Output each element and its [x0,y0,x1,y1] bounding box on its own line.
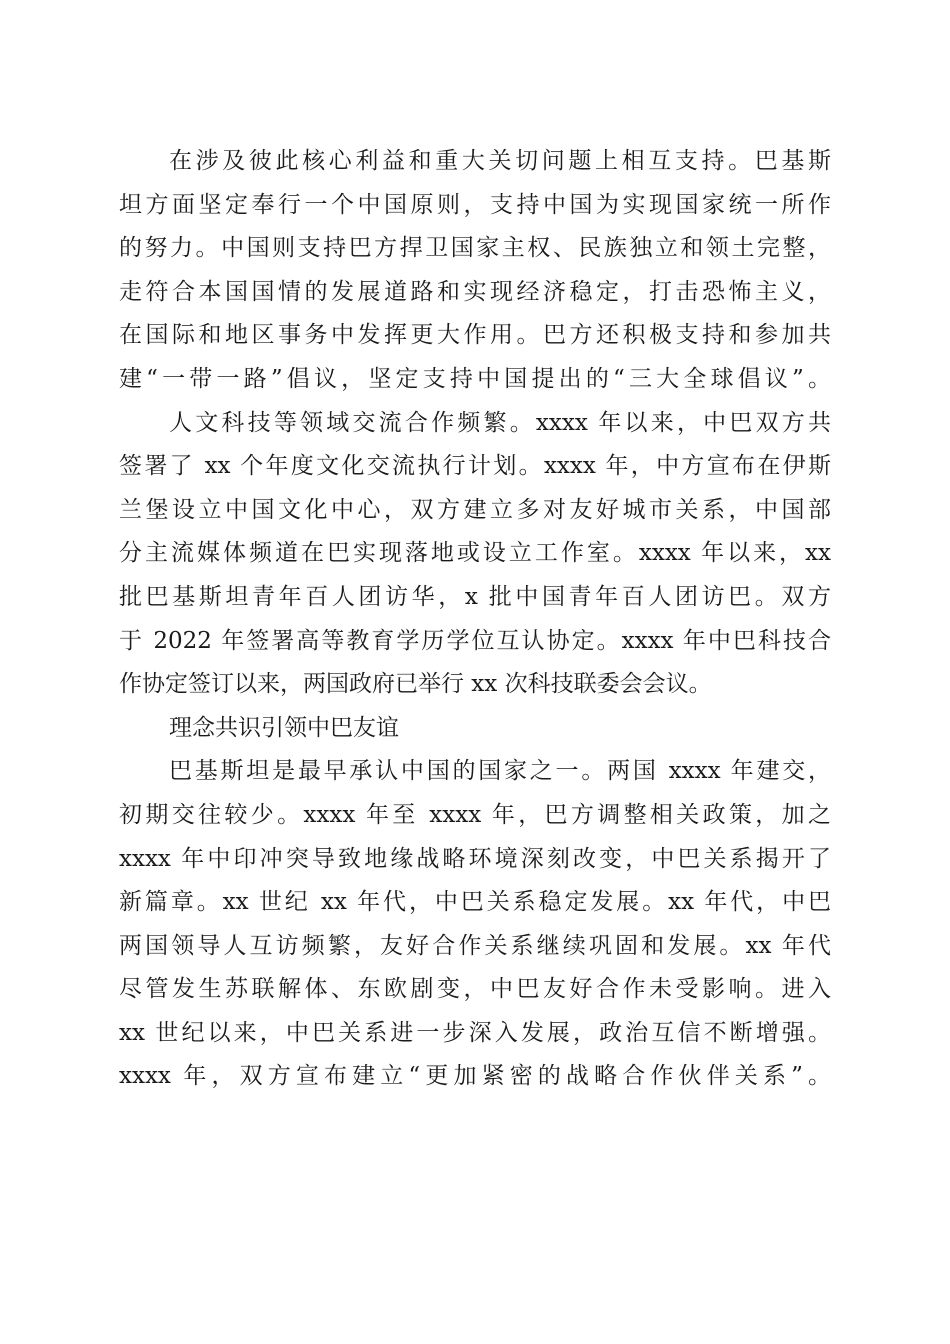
document-body [119,140,831,1099]
paragraph-line: 坦方面坚定奉行一个中国原则，支持中国为实现国家统一所作 [119,191,831,218]
paragraph-line: 的努力。中国则支持巴方捍卫国家主权、民族独立和领土完整， [119,235,831,262]
paragraph-line: 分主流媒体频道在巴实现落地或设立工作室。xxxx 年以来，xx [119,540,831,567]
paragraph-line: xx 世纪以来，中巴关系进一步深入发展，政治互信不断增强。 [119,1019,831,1046]
paragraph-line: 新篇章。xx 世纪 xx 年代，中巴关系稳定发展。xx 年代，中巴 [119,889,831,916]
paragraph-line: 人文科技等领域交流合作频繁。xxxx 年以来，中巴双方共 [169,409,831,436]
paragraph-line: 在涉及彼此核心利益和重大关切问题上相互支持。巴基斯 [169,148,831,174]
paragraph-line: 签署了 xx 个年度文化交流执行计划。xxxx 年，中方宣布在伊斯 [119,453,831,480]
paragraph-line: 走符合本国国情的发展道路和实现经济稳定，打击恐怖主义， [119,278,831,305]
paragraph-line: 在国际和地区事务中发挥更大作用。巴方还积极支持和参加共 [119,322,831,349]
paragraph-line: xxxx 年，双方宣布建立“更加紧密的战略合作伙伴关系”。 [119,1063,831,1090]
paragraph-line: 兰堡设立中国文化中心，双方建立多对友好城市关系，中国部 [119,496,831,523]
paragraph-line: 两国领导人互访频繁，友好合作关系继续巩固和发展。xx 年代 [119,932,831,959]
section-heading: 理念共识引领中巴友谊 [169,714,399,741]
paragraph-line: 批巴基斯坦青年百人团访华，x 批中国青年百人团访巴。双方 [119,583,831,610]
paragraph-line: 于 2022 年签署高等教育学历学位互认协定。xxxx 年中巴科技合 [119,627,831,654]
paragraph-line: 建“一带一路”倡议，坚定支持中国提出的“三大全球倡议”。 [119,365,831,392]
paragraph-line: 尽管发生苏联解体、东欧剧变，中巴友好合作未受影响。进入 [119,976,831,1003]
paragraph-line: 初期交往较少。xxxx 年至 xxxx 年，巴方调整相关政策，加之 [119,801,831,828]
paragraph-line: 巴基斯坦是最早承认中国的国家之一。两国 xxxx 年建交， [169,758,831,785]
paragraph-line: 作协定签订以来，两国政府已举行 xx 次科技联委会会议。 [119,671,712,698]
paragraph-line: xxxx 年中印冲突导致地缘战略环境深刻改变，中巴关系揭开了 [119,845,831,872]
